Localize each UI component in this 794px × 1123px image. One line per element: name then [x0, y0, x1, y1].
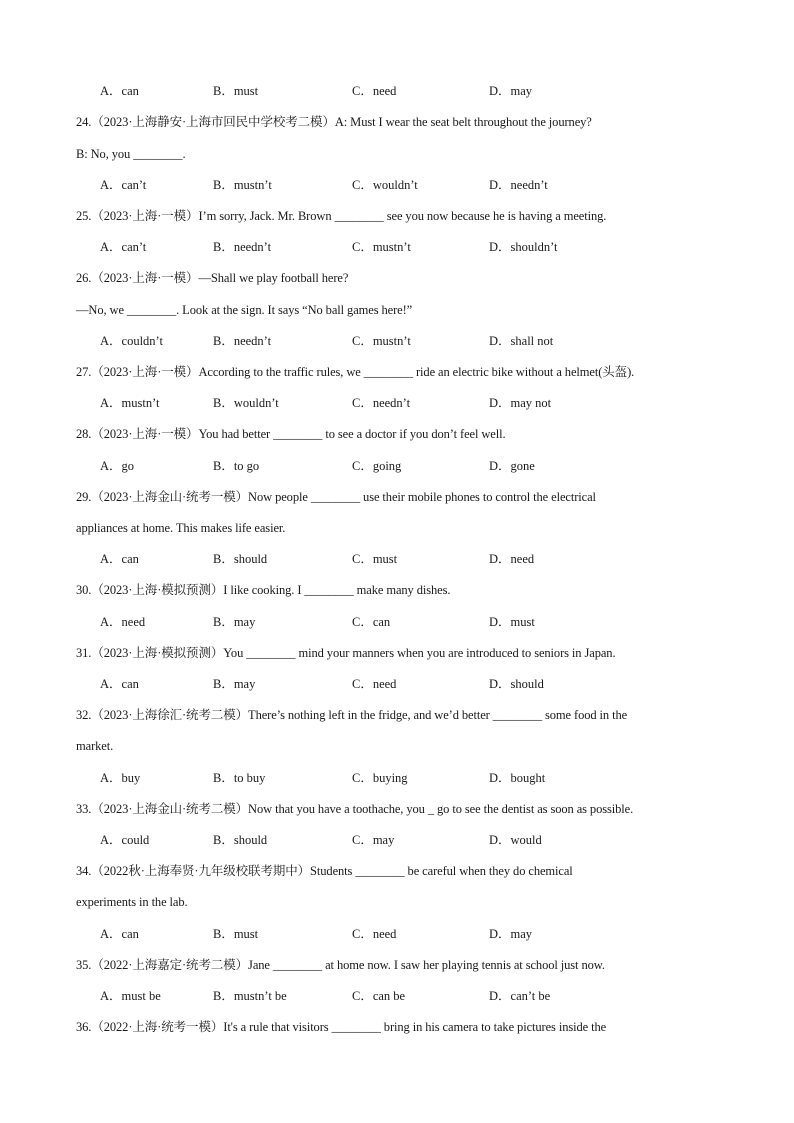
question-text: 25.（2023·上海·一模）I’m sorry, Jack. Mr. Brown ________ see you now because he is having a meeting. — [76, 209, 607, 223]
option-a: A．buy — [100, 771, 141, 785]
option-c: C．going — [352, 459, 402, 473]
question-text: 33.（2023·上海金山·统考二模）Now that you have a toothache, you _ go to see the dentist as soon as possible. — [76, 802, 634, 816]
option-d: D．shall not — [489, 334, 554, 348]
question-text: 30.（2023·上海·模拟预测）I like cooking. I ________ make many dishes. — [76, 583, 451, 597]
question-text: B: No, you ________. — [76, 147, 186, 161]
option-row — [0, 674, 794, 694]
question-text: 24.（2023·上海静安·上海市回民中学校考二模）A: Must I wear the seat belt throughout the journey? — [76, 115, 592, 129]
option-d: D．bought — [489, 771, 546, 785]
option-b: B．must — [213, 84, 259, 98]
option-c: C．mustn’t — [352, 334, 411, 348]
option-c: C．needn’t — [352, 396, 411, 410]
option-c: C．may — [352, 833, 395, 847]
option-row — [0, 549, 794, 569]
option-d: D．gone — [489, 459, 535, 473]
option-d: D．shouldn’t — [489, 240, 558, 254]
option-a: A．can — [100, 677, 139, 691]
question-text: 28.（2023·上海·一模）You had better ________ to see a doctor if you don’t feel well. — [76, 427, 506, 441]
option-b: B．should — [213, 833, 268, 847]
option-c: C．buying — [352, 771, 408, 785]
option-row — [0, 612, 794, 632]
option-a: A．mustn’t — [100, 396, 160, 410]
option-a: A．can’t — [100, 240, 147, 254]
option-c: C．mustn’t — [352, 240, 411, 254]
question-text: 26.（2023·上海·一模）—Shall we play football here? — [76, 271, 349, 285]
question-text: —No, we ________. Look at the sign. It says “No ball games here!” — [76, 303, 413, 317]
question-text: experiments in the lab. — [76, 895, 188, 909]
option-a: A．can — [100, 552, 139, 566]
option-b: B．mustn’t — [213, 178, 272, 192]
option-d: D．may — [489, 84, 533, 98]
question-text: appliances at home. This makes life easier. — [76, 521, 286, 535]
option-c: C．can — [352, 615, 391, 629]
question-text: 27.（2023·上海·一模）According to the traffic rules, we ________ ride an electric bike without a helmet(头盔). — [76, 365, 635, 379]
option-c: C．need — [352, 84, 397, 98]
option-a: A．could — [100, 833, 150, 847]
option-d: D．can’t be — [489, 989, 551, 1003]
option-d: D．needn’t — [489, 178, 548, 192]
option-row — [0, 830, 794, 850]
option-row — [0, 331, 794, 351]
question-text: 36.（2022·上海·统考一模）It's a rule that visitors ________ bring in his camera to take pictures inside the — [76, 1020, 607, 1034]
option-c: C．can be — [352, 989, 406, 1003]
option-c: C．wouldn’t — [352, 178, 418, 192]
option-a: A．couldn’t — [100, 334, 163, 348]
option-d: D．may — [489, 927, 533, 941]
option-a: A．can — [100, 84, 139, 98]
option-d: D．may not — [489, 396, 552, 410]
option-a: A．can’t — [100, 178, 147, 192]
option-row — [0, 456, 794, 476]
question-text: 32.（2023·上海徐汇·统考二模）There’s nothing left in the fridge, and we’d better ________ some food in the — [76, 708, 628, 722]
question-text: 34.（2022秋·上海奉贤·九年级校联考期中）Students ________ be careful when they do chemical — [76, 864, 573, 878]
option-d: D．must — [489, 615, 535, 629]
option-c: C．need — [352, 677, 397, 691]
option-row — [0, 393, 794, 413]
option-b: B．to buy — [213, 771, 266, 785]
option-a: A．can — [100, 927, 139, 941]
option-d: D．need — [489, 552, 535, 566]
option-row — [0, 986, 794, 1006]
option-c: C．must — [352, 552, 398, 566]
option-b: B．must — [213, 927, 259, 941]
option-row — [0, 237, 794, 257]
option-a: A．must be — [100, 989, 161, 1003]
option-b: B．may — [213, 677, 256, 691]
option-row — [0, 924, 794, 944]
option-b: B．mustn’t be — [213, 989, 287, 1003]
option-b: B．may — [213, 615, 256, 629]
option-row — [0, 175, 794, 195]
option-row — [0, 81, 794, 101]
question-text: 31.（2023·上海·模拟预测）You ________ mind your manners when you are introduced to seniors in Japan. — [76, 646, 616, 660]
option-b: B．wouldn’t — [213, 396, 279, 410]
option-c: C．need — [352, 927, 397, 941]
option-d: D．should — [489, 677, 544, 691]
option-a: A．go — [100, 459, 135, 473]
option-d: D．would — [489, 833, 542, 847]
option-b: B．should — [213, 552, 268, 566]
question-text: 35.（2022·上海嘉定·统考二模）Jane ________ at home now. I saw her playing tennis at school just now. — [76, 958, 605, 972]
option-b: B．needn’t — [213, 334, 272, 348]
option-a: A．need — [100, 615, 146, 629]
question-text: market. — [76, 739, 114, 753]
option-row — [0, 768, 794, 788]
option-b: B．to go — [213, 459, 260, 473]
question-text: 29.（2023·上海金山·统考一模）Now people ________ use their mobile phones to control the electrical — [76, 490, 596, 504]
option-b: B．needn’t — [213, 240, 272, 254]
